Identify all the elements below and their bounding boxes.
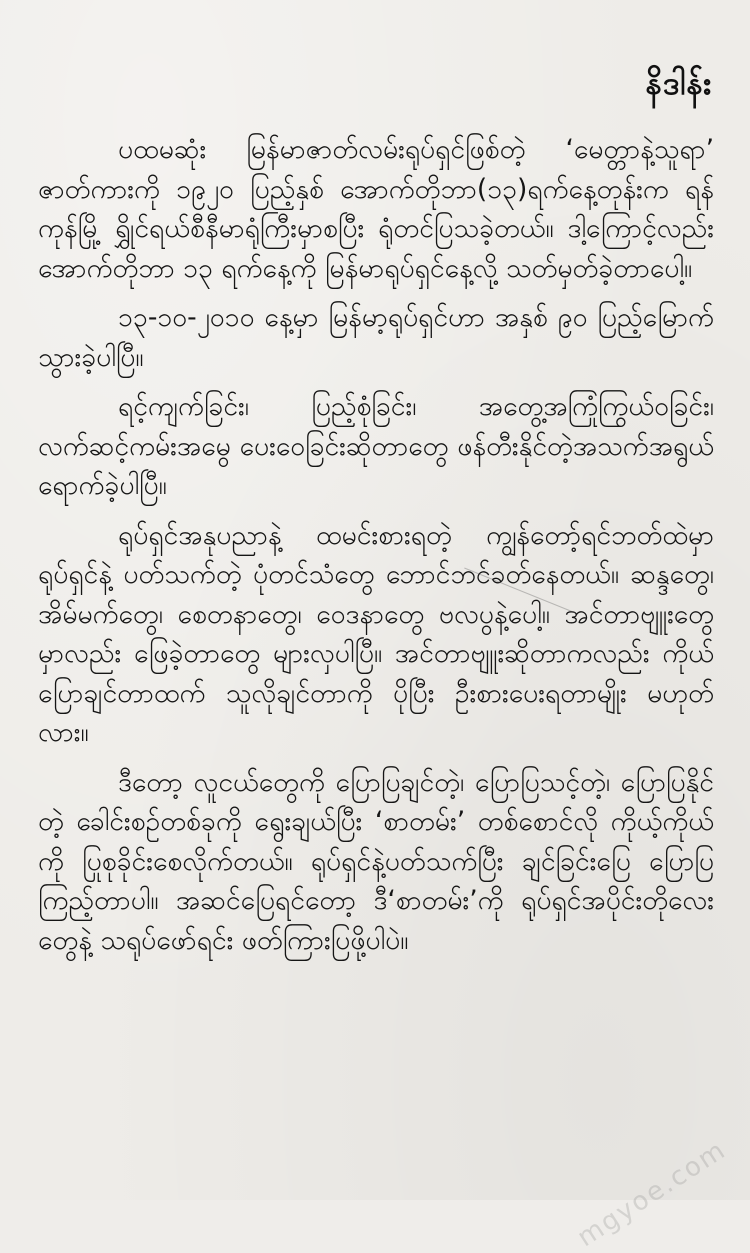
paragraph-1: ပထမဆုံး မြန်မာဇာတ်လမ်းရုပ်ရှင်ဖြစ်တဲ့ ‘မေတ္တာနဲ့သူရာ’ ဇာတ်ကားကို ၁၉၂၀ ပြည့်နှစ် အောက်တိုဘာ(၁၃)ရက်နေ့တုန်းက ရန်ကုန်မြို့ ရွှိုင်ရယ်စီနီမာရုံကြီးမှာစပြီး ရုံတင်ပြသခဲ့တယ်။ ဒါ့ကြောင့်လည်း အောက်တိုဘာ ၁၃ ရက်နေ့ကို မြန်မာရုပ်ရှင်နေ့လို့ သတ်မှတ်ခဲ့တာပေါ့။ — [38, 134, 714, 284]
chapter-title: နိဒါန်း — [645, 64, 712, 102]
paragraph-2: ၁၃-၁၀-၂၀၁၀ နေ့မှာ မြန်မာ့ရုပ်ရှင်ဟာ အနှစ် ၉၀ ပြည့်မြောက်သွားခဲ့ပါပြီ။ — [38, 302, 714, 373]
site-watermark: mgyoe.com — [572, 1134, 732, 1253]
paragraph-5: ဒီတော့ လူငယ်တွေကို ပြောပြချင်တဲ့၊ ပြောပြသင့်တဲ့၊ ပြောပြနိုင်တဲ့ ခေါင်းစဉ်တစ်ခုကို ရွေးချယ်ပြီး ‘စာတမ်း’ တစ်စောင်လို ကိုယ့်ကိုယ်ကို ပြုစုခိုင်းစေလိုက်တယ်။ ရုပ်ရှင်နဲ့ပတ်သက်ပြီး ချင်ခြင်းပြေ ပြောပြကြည့်တာပါ။ အဆင်ပြေရင်တော့ ဒီ‘စာတမ်း’ကို ရုပ်ရှင်အပိုင်းတိုလေးတွေနဲ့ သရုပ်ဖော်ရင်း ဖတ်ကြားပြဖို့ပါပဲ။ — [38, 766, 714, 956]
paragraph-3: ရင့်ကျက်ခြင်း၊ ပြည့်စုံခြင်း၊ အတွေ့အကြုံကြွယ်ဝခြင်း၊ လက်ဆင့်ကမ်းအမွေ ပေးဝေခြင်းဆိုတာတွေ ဖန်တီးနိုင်တဲ့အသက်အရွယ် ရောက်ခဲ့ပါပြီ။ — [38, 391, 714, 501]
paragraph-4: ရုပ်ရှင်အနုပညာနဲ့ ထမင်းစားရတဲ့ ကျွန်တော့်ရင်ဘတ်ထဲမှာ ရုပ်ရှင်နဲ့ ပတ်သက်တဲ့ ပုံတင်သံတွေ ဘောင်ဘင်ခတ်နေတယ်။ ဆန္ဒတွေ၊ အိမ်မက်တွေ၊ စေတနာတွေ၊ ဝေဒနာတွေ ဗလပွနဲ့ပေါ့။ အင်တာဗျူးတွေမှာလည်း ဖြေခဲ့တာတွေ များလှပါပြီ။ အင်တာဗျူးဆိုတာကလည်း ကိုယ်ပြောချင်တာထက် သူလိုချင်တာကို ပိုပြီး ဦးစားပေးရတာမျိုး မဟုတ်လား။ — [38, 519, 714, 748]
body-text — [38, 130, 714, 970]
